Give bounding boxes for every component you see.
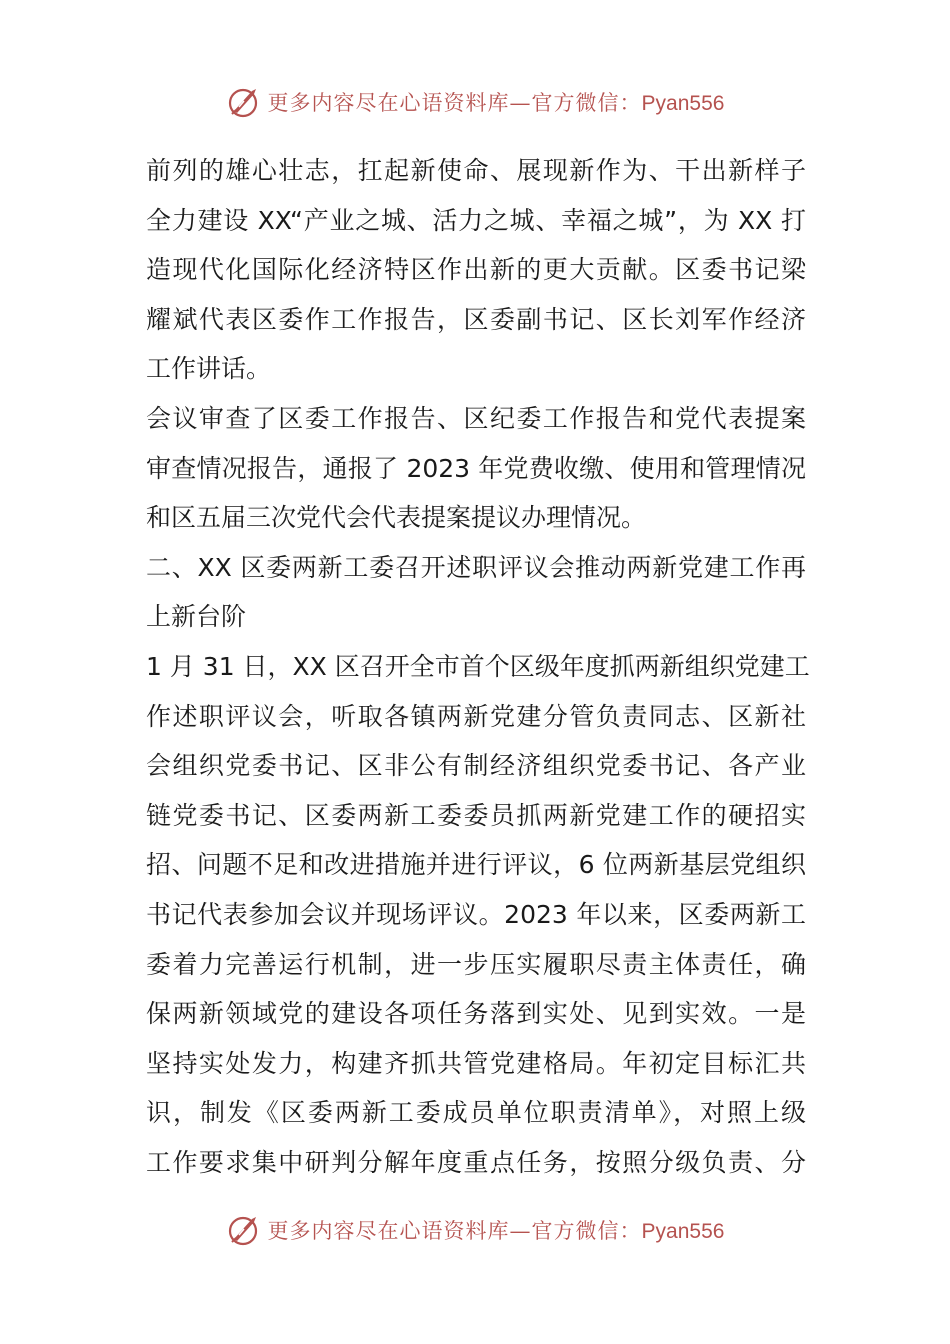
- body-line: 会组织党委书记、区非公有制经济组织党委书记、各产业: [146, 751, 806, 781]
- body-line: 耀斌代表区委作工作报告，区委副书记、区长刘军作经济: [146, 304, 806, 334]
- footer-watermark-text: [268, 1215, 725, 1245]
- body-line: 工作要求集中研判分解年度重点任务，按照分级负责、分: [146, 1147, 806, 1177]
- section-heading-line: 上新台阶: [146, 602, 247, 632]
- header-watermark-banner: [0, 80, 950, 124]
- body-line: 书记代表参加会议并现场评议。2023 年以来，区委两新工: [146, 899, 806, 929]
- body-line: 保两新领域党的建设各项任务落到实处、见到实效。一是: [146, 999, 806, 1029]
- body-line: 和区五届三次党代会代表提案提议办理情况。: [146, 503, 647, 533]
- body-line: 审查情况报告，通报了 2023 年党费收缴、使用和管理情况: [146, 453, 806, 483]
- body-line: 全力建设 XX“产业之城、活力之城、幸福之城”，为 XX 打: [146, 205, 806, 235]
- document-body: [146, 146, 810, 1187]
- body-line: 链党委书记、区委两新工委委员抓两新党建工作的硬招实: [146, 800, 806, 830]
- body-line: 造现代化国际化经济特区作出新的更大贡献。区委书记梁: [146, 255, 806, 285]
- footer-watermark-banner: [0, 1208, 950, 1252]
- body-line: 前列的雄心壮志，扛起新使命、展现新作为、干出新样子: [146, 156, 806, 185]
- body-line: 招、问题不足和改进措施并进行评议，6 位两新基层党组织: [146, 850, 806, 880]
- section-heading-line: 二、XX 区委两新工委召开述职评议会推动两新党建工作再: [146, 552, 806, 582]
- watermark-handle: Pyan556: [641, 1220, 725, 1243]
- watermark-handle: Pyan556: [641, 92, 725, 115]
- header-watermark-text: [268, 87, 725, 117]
- quill-pen-circle-icon: [226, 84, 262, 120]
- body-line: 作述职评议会，听取各镇两新党建分管负责同志、区新社: [146, 701, 806, 731]
- watermark-label: 更多内容尽在心语资料库—官方微信：: [267, 1219, 642, 1243]
- body-line: 识，制发《区委两新工委成员单位职责清单》，对照上级: [146, 1098, 806, 1128]
- quill-pen-circle-icon: [226, 1212, 262, 1248]
- watermark-label: 更多内容尽在心语资料库—官方微信：: [267, 91, 642, 115]
- body-line: 工作讲话。: [146, 354, 272, 384]
- body-line: 1 月 31 日，XX 区召开全市首个区级年度抓两新组织党建工: [146, 651, 810, 681]
- body-line: 坚持实处发力，构建齐抓共管党建格局。年初定目标汇共: [146, 1048, 806, 1078]
- body-line: 委着力完善运行机制，进一步压实履职尽责主体责任，确: [146, 949, 806, 979]
- body-line: 会议审查了区委工作报告、区纪委工作报告和党代表提案: [146, 403, 806, 433]
